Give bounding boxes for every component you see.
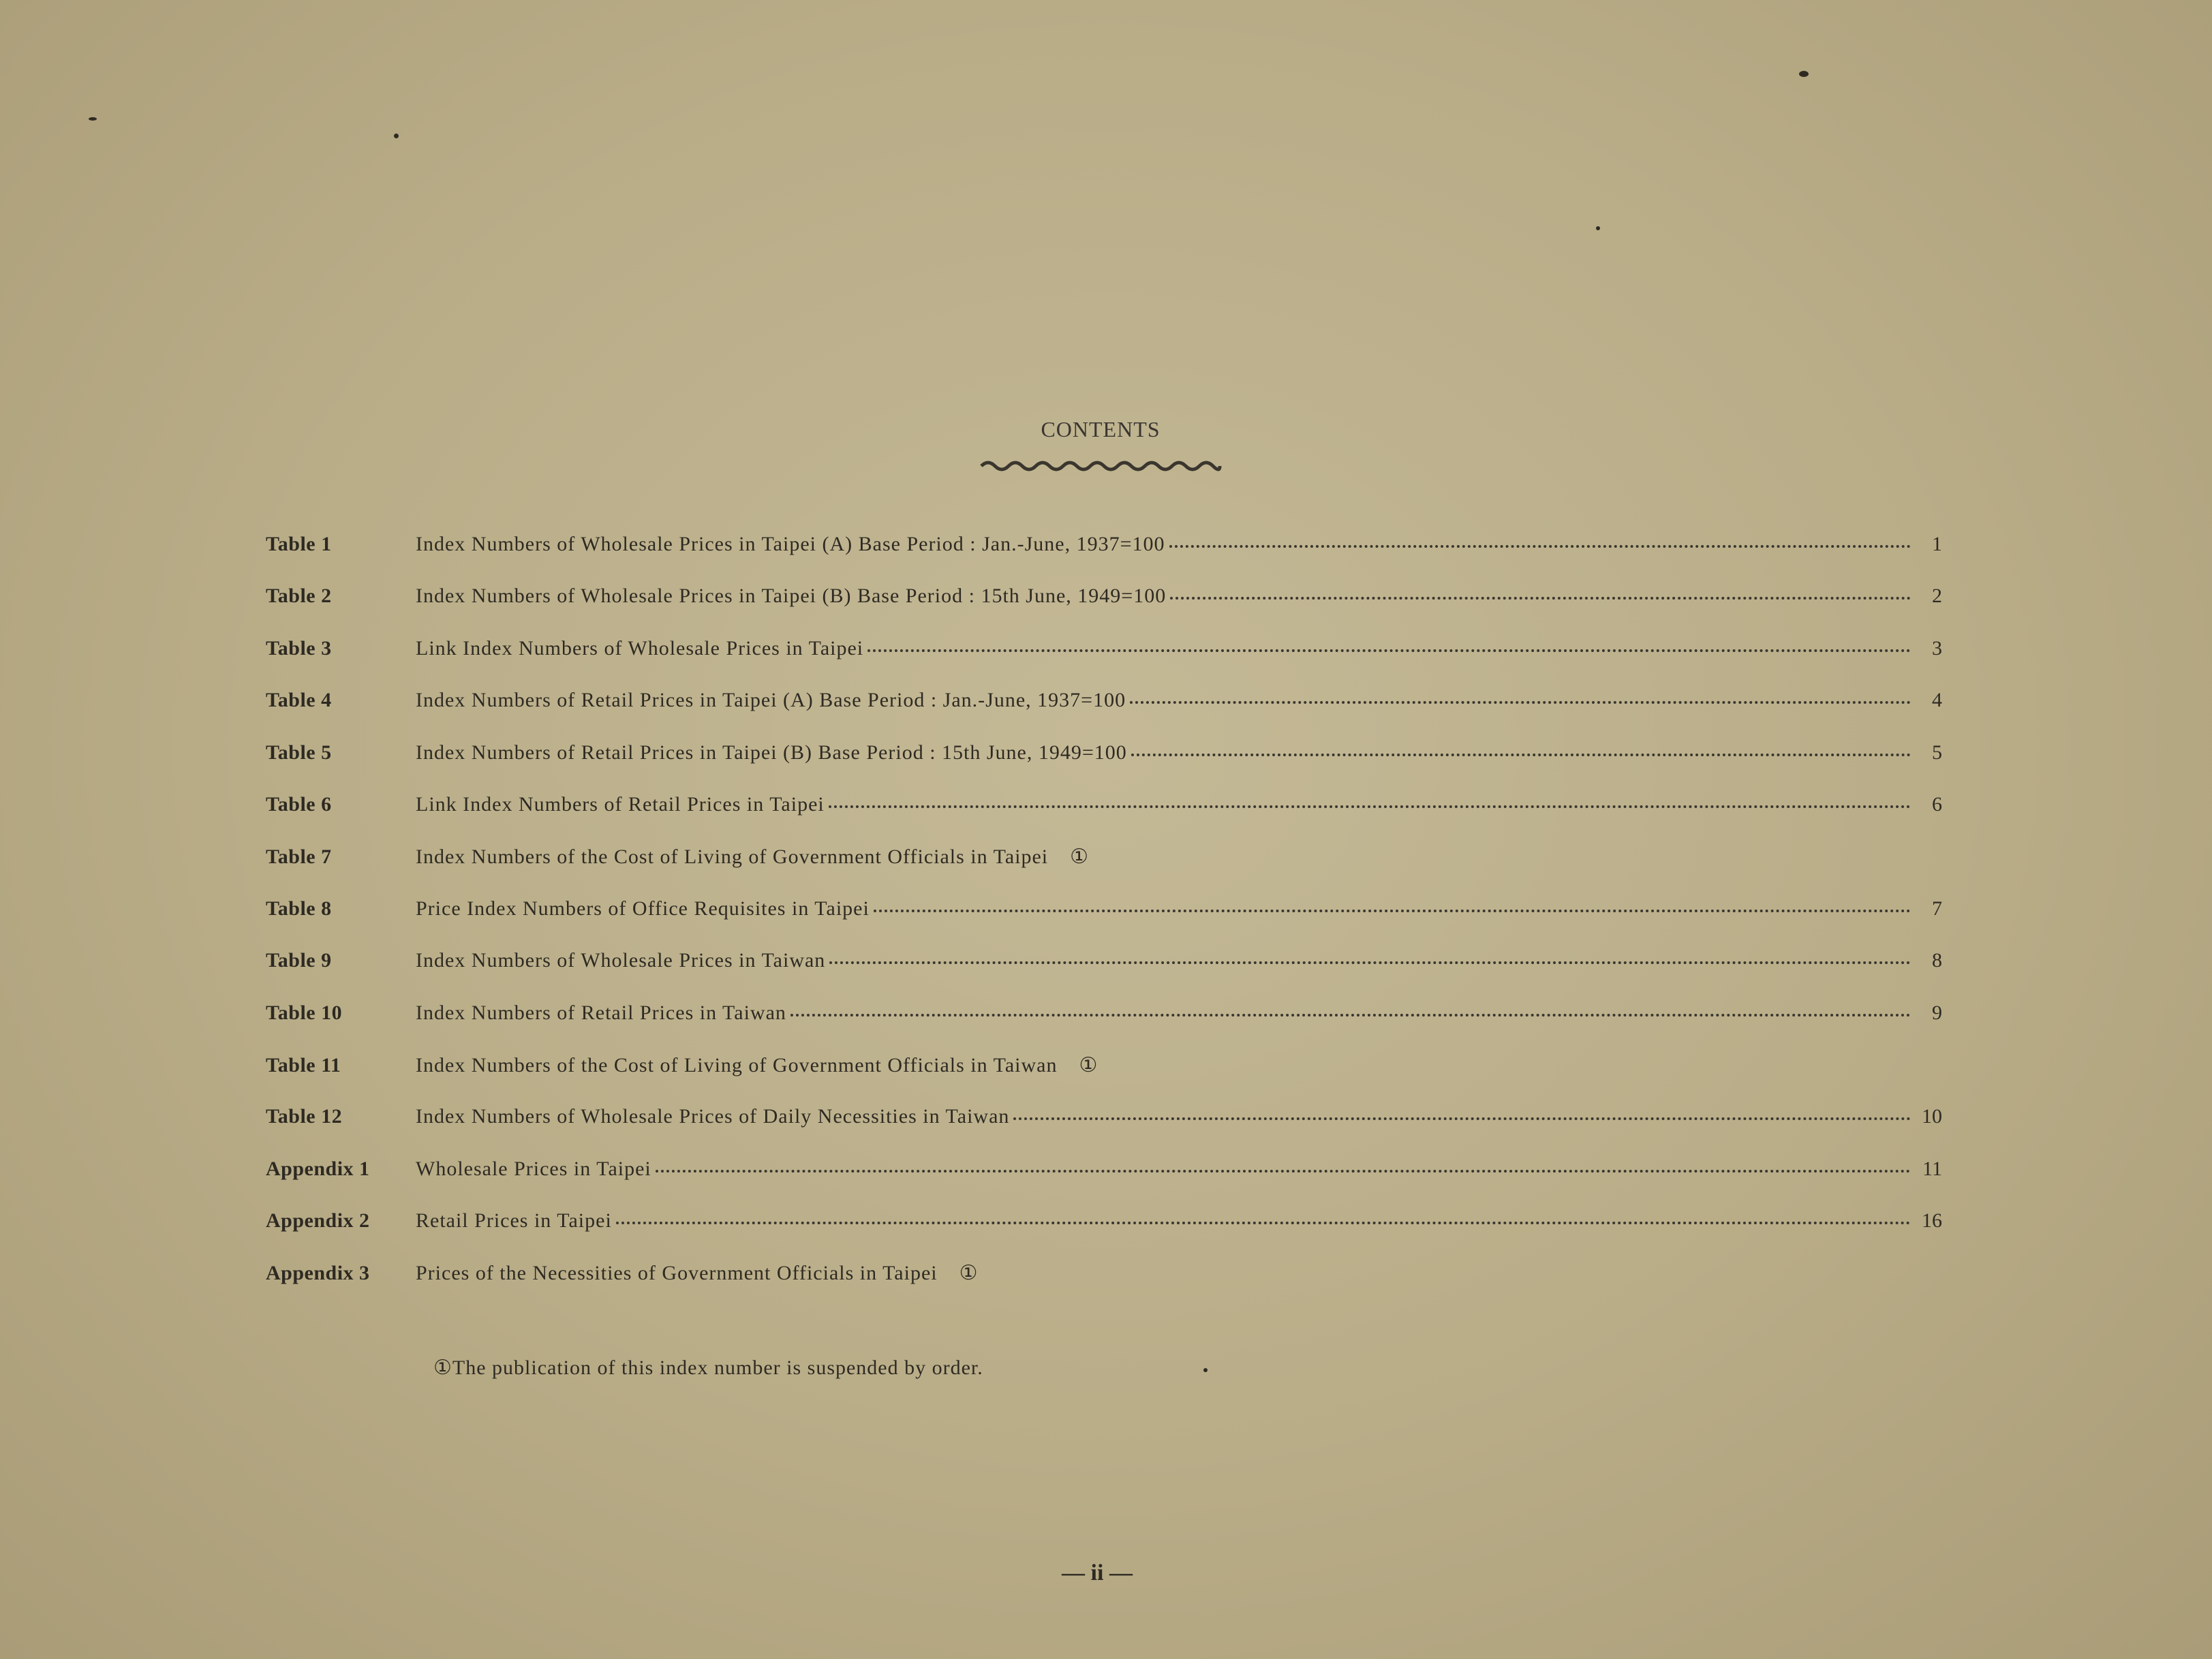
toc-leader-dots xyxy=(1130,701,1911,704)
toc-entry-label: Appendix 1 xyxy=(266,1157,370,1180)
toc-entry xyxy=(266,1261,1942,1313)
toc-entry-title: Index Numbers of Retail Prices in Taipei (A) Base Period : Jan.-June, 1937=100 xyxy=(416,689,1126,712)
toc-entry-title: Link Index Numbers of Retail Prices in Taipei xyxy=(416,792,825,816)
toc-entry-page: 4 xyxy=(1932,689,1942,712)
toc-entry-page: 8 xyxy=(1932,949,1942,972)
toc-entry-title: Index Numbers of Wholesale Prices in Taiwan xyxy=(416,949,826,972)
title-ornament xyxy=(978,458,1223,473)
toc-entry-page: 6 xyxy=(1932,792,1942,816)
toc-leader-dots xyxy=(1013,1117,1911,1120)
toc-entry xyxy=(266,1158,1942,1209)
toc-entry-title: Link Index Numbers of Wholesale Prices in Taipei xyxy=(416,636,864,660)
toc-leader-dots xyxy=(874,910,1911,912)
toc-entry xyxy=(266,637,1942,689)
paper-speck xyxy=(1596,226,1600,230)
toc-entry-label: Appendix 3 xyxy=(266,1262,370,1285)
toc-footnote-mark: ① xyxy=(1079,1053,1098,1076)
toc-entry-title: Index Numbers of Wholesale Prices of Daily Necessities in Taiwan xyxy=(416,1105,1010,1128)
paper-speck xyxy=(1799,71,1809,77)
toc-entry xyxy=(266,897,1942,949)
toc-entry xyxy=(266,1105,1942,1157)
toc-leader-dots xyxy=(1169,545,1911,548)
toc-entry-label: Table 12 xyxy=(266,1105,343,1128)
paper-speck xyxy=(1203,1368,1208,1372)
page-title: CONTENTS xyxy=(1041,417,1161,441)
toc-entry-page: 2 xyxy=(1932,585,1942,608)
page-number: — ii — xyxy=(1062,1560,1133,1585)
paper-speck xyxy=(394,134,399,138)
toc-entry-label: Table 1 xyxy=(266,533,332,555)
toc-footnote-mark: ① xyxy=(959,1262,978,1285)
toc-leader-dots xyxy=(616,1222,1911,1224)
toc-entry-page: 16 xyxy=(1922,1209,1942,1232)
toc-entry-label: Table 2 xyxy=(266,585,332,608)
toc-entry-page: 5 xyxy=(1932,741,1942,764)
paper-speck xyxy=(89,117,97,121)
toc-entry-title: Index Numbers of Retail Prices in Taipei (B) Base Period : 15th June, 1949=100 xyxy=(416,741,1127,764)
toc-entry-title: Prices of the Necessities of Government Officials in Taipei xyxy=(416,1262,938,1285)
toc-leader-dots xyxy=(1170,597,1911,600)
toc-leader-dots xyxy=(656,1170,1911,1173)
toc-entry-title: Index Numbers of the Cost of Living of Government Officials in Taiwan xyxy=(416,1053,1058,1076)
toc-entry-label: Table 3 xyxy=(266,636,332,660)
toc-entry-label: Table 10 xyxy=(266,1001,343,1024)
toc-entry-label: Table 6 xyxy=(266,792,332,816)
toc-leader-dots xyxy=(829,961,1911,964)
toc-entry xyxy=(266,949,1942,1001)
toc-entry-page: 9 xyxy=(1932,1001,1942,1024)
toc-entry xyxy=(266,1209,1942,1261)
toc-entry-page: 10 xyxy=(1922,1105,1942,1128)
toc-entry-page: 7 xyxy=(1932,897,1942,920)
toc-entry-label: Table 11 xyxy=(266,1053,341,1076)
toc-entry xyxy=(266,1053,1942,1105)
toc-entry-label: Table 9 xyxy=(266,949,332,972)
toc-entry-label: Table 7 xyxy=(266,846,332,869)
toc-entry xyxy=(266,793,1942,845)
toc-footnote-mark: ① xyxy=(1070,846,1089,869)
toc-entry-label: Appendix 2 xyxy=(266,1209,370,1232)
table-of-contents xyxy=(266,533,1942,1314)
toc-leader-dots xyxy=(867,649,1911,652)
toc-entry-page: 3 xyxy=(1932,636,1942,660)
toc-entry-label: Table 5 xyxy=(266,741,332,764)
toc-entry-label: Table 4 xyxy=(266,689,332,712)
toc-leader-dots xyxy=(790,1014,1911,1017)
toc-leader-dots xyxy=(829,805,1911,808)
toc-entry xyxy=(266,533,1942,585)
toc-entry xyxy=(266,689,1942,741)
toc-entry-title: Wholesale Prices in Taipei xyxy=(416,1157,651,1180)
toc-entry-title: Index Numbers of Retail Prices in Taiwan xyxy=(416,1001,786,1024)
toc-entry xyxy=(266,585,1942,636)
toc-entry xyxy=(266,845,1942,897)
toc-entry-title: Index Numbers of the Cost of Living of Government Officials in Taipei xyxy=(416,846,1049,869)
toc-entry-label: Table 8 xyxy=(266,897,332,920)
toc-entry-page: 1 xyxy=(1932,533,1942,555)
toc-entry-title: Index Numbers of Wholesale Prices in Taipei (B) Base Period : 15th June, 1949=100 xyxy=(416,585,1167,608)
toc-entry-title: Retail Prices in Taipei xyxy=(416,1209,612,1232)
toc-entry-title: Price Index Numbers of Office Requisites in Taipei xyxy=(416,897,870,920)
footnote: ①The publication of this index number is suspended by order. xyxy=(433,1356,983,1379)
toc-entry-title: Index Numbers of Wholesale Prices in Taipei (A) Base Period : Jan.-June, 1937=100 xyxy=(416,533,1165,555)
toc-entry xyxy=(266,1002,1942,1053)
toc-entry-page: 11 xyxy=(1922,1157,1942,1180)
toc-entry xyxy=(266,741,1942,793)
toc-leader-dots xyxy=(1131,754,1911,756)
